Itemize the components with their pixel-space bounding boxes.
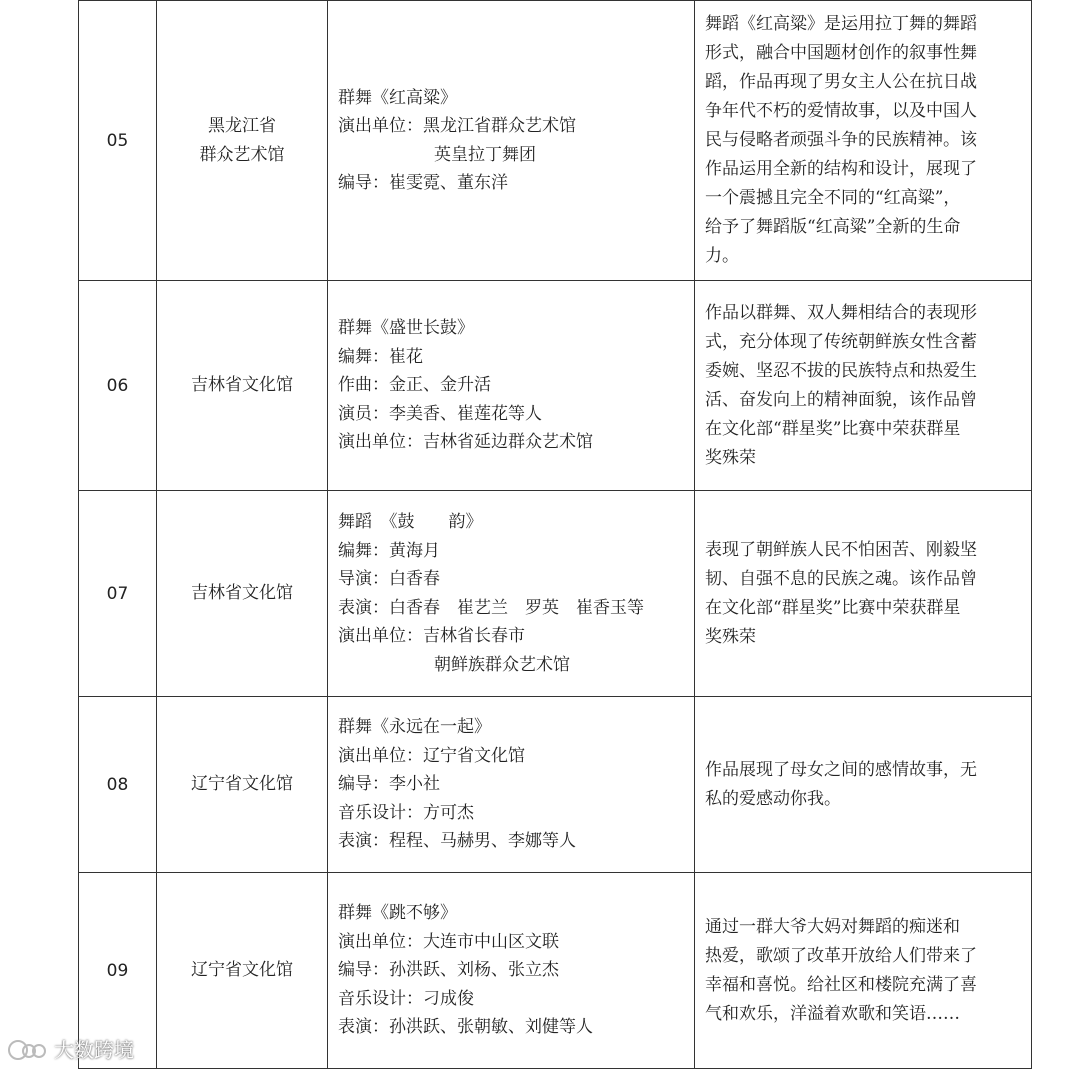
program-detail-line: 演出单位：辽宁省文化馆	[338, 745, 525, 766]
description-cell	[695, 873, 1032, 1069]
description-line: 力。	[705, 246, 739, 266]
brand-logo-icon	[8, 1038, 50, 1060]
program-detail-line: 表演：白香春 崔艺兰 罗英 崔香玉等	[338, 597, 644, 618]
description-line: 一个震撼且完全不同的“红高粱”，	[705, 188, 961, 208]
description-line: 热爱，歌颂了改革开放给人们带来了	[705, 945, 977, 966]
table-row	[79, 873, 1032, 1069]
description-line: 通过一群大爷大妈对舞蹈的痴迷和	[705, 916, 960, 937]
description-line: 作品运用全新的结构和设计，展现了	[705, 159, 977, 179]
program-detail-line: 编舞：黄海月	[338, 540, 440, 561]
organization-cell	[157, 491, 328, 697]
program-detail-line: 群舞《永远在一起》	[338, 717, 491, 738]
organization-name: 黑龙江省	[208, 115, 276, 136]
organization-name: 群众艺术馆	[199, 144, 285, 165]
table-row	[79, 697, 1032, 873]
row-number: 06	[79, 281, 157, 491]
program-detail-line: 编导：崔雯霓、董东洋	[338, 173, 508, 193]
watermark	[8, 1034, 134, 1063]
description-line: 奖殊荣	[705, 447, 756, 468]
program-detail-line: 导演：白香春	[338, 569, 440, 589]
program-detail-line: 表演：孙洪跃、张朝敏、刘健等人	[338, 1017, 593, 1038]
table-row	[79, 281, 1032, 491]
description-cell	[695, 491, 1032, 697]
description-line: 韧、自强不息的民族之魂。该作品曾	[705, 568, 977, 589]
description-line: 在文化部“群星奖”比赛中荣获群星	[705, 418, 961, 439]
description-line: 活、奋发向上的精神面貌，该作品曾	[705, 389, 977, 410]
program-details-cell	[328, 873, 695, 1069]
description-line: 委婉、坚忍不拔的民族特点和热爱生	[705, 360, 977, 381]
program-detail-line: 群舞《跳不够》	[338, 903, 457, 924]
program-table	[78, 0, 1032, 1069]
program-detail-line: 群舞《盛世长鼓》	[338, 318, 474, 339]
program-detail-line: 演出单位：大连市中山区文联	[338, 931, 559, 952]
program-detail-line: 作曲：金正、金升活	[338, 375, 491, 396]
description-cell	[695, 697, 1032, 873]
table-row	[79, 491, 1032, 697]
description-line: 作品以群舞、双人舞相结合的表现形	[705, 302, 977, 323]
program-details-cell	[328, 281, 695, 491]
description-line: 幸福和喜悦。给社区和楼院充满了喜	[705, 974, 977, 995]
description-line: 争年代不朽的爱情故事，以及中国人	[705, 101, 977, 121]
organization-cell	[157, 697, 328, 873]
description-line: 蹈，作品再现了男女主人公在抗日战	[705, 72, 977, 92]
organization-name: 吉林省文化馆	[191, 375, 293, 395]
organization-name: 辽宁省文化馆	[191, 960, 293, 980]
organization-name: 吉林省文化馆	[191, 583, 293, 603]
program-detail-line: 朝鲜族群众艺术馆	[434, 654, 570, 675]
program-details-cell	[328, 491, 695, 697]
table-body	[79, 1, 1032, 1069]
row-number: 08	[79, 697, 157, 873]
table-row	[79, 1, 1032, 281]
program-detail-line: 编导：孙洪跃、刘杨、张立杰	[338, 960, 559, 981]
description-line: 私的爱感动你我。	[705, 788, 841, 809]
program-detail-line: 演出单位：黑龙江省群众艺术馆	[338, 116, 576, 136]
watermark-text: 大数跨境	[54, 1038, 134, 1062]
description-line: 奖殊荣	[705, 626, 756, 647]
program-detail-line: 音乐设计：刁成俊	[338, 988, 474, 1009]
organization-name: 辽宁省文化馆	[191, 774, 293, 794]
description-line: 给予了舞蹈版“红高粱”全新的生命	[705, 217, 961, 237]
program-details-cell	[328, 1, 695, 281]
program-detail-line: 编导：李小社	[338, 774, 440, 795]
description-line: 舞蹈《红高粱》是运用拉丁舞的舞蹈	[705, 14, 977, 34]
description-line: 式，充分体现了传统朝鲜族女性含蓄	[705, 331, 977, 352]
program-details-cell	[328, 697, 695, 873]
organization-cell	[157, 281, 328, 491]
description-line: 作品展现了母女之间的感情故事，无	[705, 759, 977, 780]
description-line: 在文化部“群星奖”比赛中荣获群星	[705, 597, 961, 618]
program-detail-line: 演出单位：吉林省长春市	[338, 626, 525, 646]
row-number: 05	[79, 1, 157, 281]
program-detail-line: 编舞：崔花	[338, 346, 423, 367]
description-line: 民与侵略者顽强斗争的民族精神。该	[705, 130, 977, 150]
program-detail-line: 群舞《红高粱》	[338, 87, 457, 108]
program-detail-line: 音乐设计：方可杰	[338, 802, 474, 823]
description-cell	[695, 281, 1032, 491]
organization-cell	[157, 1, 328, 281]
row-number: 07	[79, 491, 157, 697]
description-line: 表现了朝鲜族人民不怕困苦、刚毅坚	[705, 539, 977, 560]
program-detail-line: 英皇拉丁舞团	[434, 144, 536, 165]
description-cell	[695, 1, 1032, 281]
program-detail-line: 演出单位：吉林省延边群众艺术馆	[338, 432, 593, 453]
program-detail-line: 表演：程程、马赫男、李娜等人	[338, 831, 576, 852]
description-line: 气和欢乐，洋溢着欢歌和笑语……	[705, 1003, 960, 1024]
description-line: 形式，融合中国题材创作的叙事性舞	[705, 43, 977, 63]
organization-cell	[157, 873, 328, 1069]
program-detail-line: 舞蹈 《鼓 韵》	[338, 512, 483, 532]
program-detail-line: 演员：李美香、崔莲花等人	[338, 403, 542, 424]
row-number: 09	[79, 873, 157, 1069]
